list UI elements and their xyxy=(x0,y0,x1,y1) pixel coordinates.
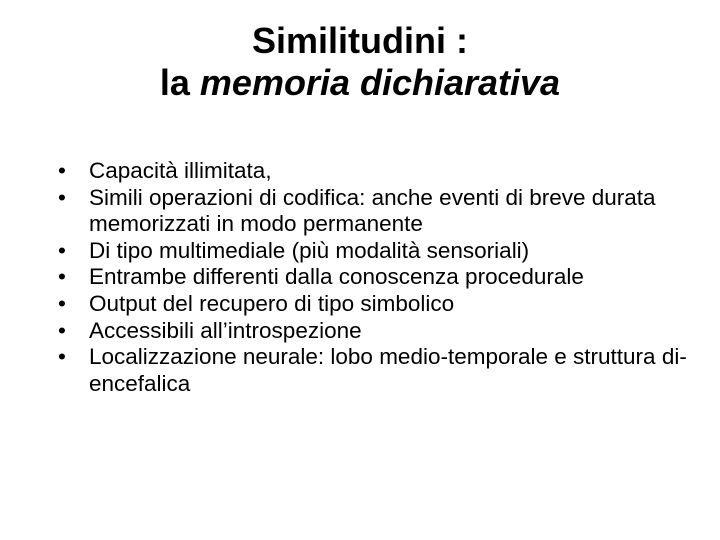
bullet-item xyxy=(58,158,698,185)
bullet-dot-icon: • xyxy=(58,290,66,316)
bullet-item xyxy=(58,264,609,291)
bullet-text: Di tipo multimediale (più modalità sensoriali) xyxy=(89,237,530,263)
bullet-dot-icon: • xyxy=(58,264,66,290)
title-line-2-italic: memoria dichiarativa xyxy=(199,62,561,103)
title-line-2 xyxy=(60,62,660,104)
bullet-text: Simili operazioni di codifica: anche eventi di breve durata memorizzati in modo permanente xyxy=(89,184,656,237)
slide-title xyxy=(60,20,660,104)
bullet-dot-icon: • xyxy=(58,158,66,183)
bullet-text: Entrambe differenti dalla conoscenza procedurale xyxy=(89,264,584,290)
bullet-item xyxy=(58,185,659,238)
bullet-list xyxy=(58,158,698,397)
bullet-item xyxy=(58,238,698,265)
bullet-text: Output del recupero di tipo simbolico xyxy=(89,290,455,316)
bullet-dot-icon: • xyxy=(58,237,66,263)
bullet-text: Localizzazione neurale: lobo medio-temporale e struttura di-encefalica xyxy=(89,344,687,396)
bullet-dot-icon: • xyxy=(58,344,66,370)
bullet-dot-icon: • xyxy=(58,317,66,343)
bullet-text: Capacità illimitata, xyxy=(89,158,272,183)
bullet-dot-icon: • xyxy=(58,184,66,210)
bullet-item xyxy=(58,318,698,345)
bullet-item xyxy=(58,344,699,397)
title-line-1: Similitudini : xyxy=(252,20,468,61)
bullet-item xyxy=(58,291,698,318)
title-line-2-prefix: la xyxy=(159,62,200,103)
bullet-text: Accessibili all’introspezione xyxy=(89,317,362,343)
